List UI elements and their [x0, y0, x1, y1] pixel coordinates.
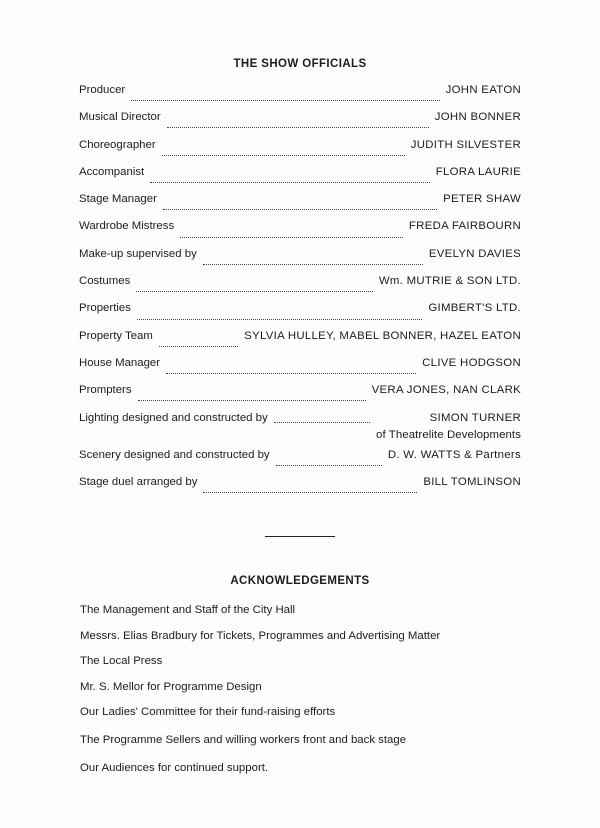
- official-name-block: [244, 330, 521, 342]
- official-name: FREDA FAIRBOURN: [408, 220, 521, 233]
- official-role: Wardrobe Mistress: [79, 220, 175, 233]
- official-name-block: [379, 275, 521, 287]
- official-name-block: [376, 412, 521, 441]
- acknowledgements-heading: ACKNOWLEDGEMENTS: [230, 575, 370, 587]
- official-name: SYLVIA HULLEY, MABEL BONNER, HAZEL EATON: [244, 329, 521, 342]
- official-role: Scenery designed and constructed by: [79, 448, 270, 461]
- official-row: [79, 84, 521, 111]
- dot-leader: [150, 182, 430, 183]
- dot-leader: [163, 209, 437, 210]
- dot-leader: [180, 237, 403, 238]
- official-name: GIMBERT'S LTD.: [428, 302, 521, 315]
- official-name: Wm. MUTRIE & SON LTD.: [378, 275, 521, 288]
- official-name: EVELYN DAVIES: [428, 247, 521, 260]
- dot-leader: [203, 492, 417, 493]
- official-name: BILL TOMLINSON: [423, 475, 521, 488]
- official-role: Accompanist: [79, 165, 145, 178]
- dot-leader: [136, 291, 373, 292]
- dot-leader: [167, 127, 429, 128]
- official-row: [79, 357, 521, 384]
- acknowledgement-item: The Local Press: [80, 655, 163, 668]
- official-row: [79, 248, 521, 275]
- official-row: [79, 275, 521, 302]
- official-name-block: [372, 384, 521, 396]
- official-row: [79, 111, 521, 138]
- official-name: JOHN BONNER: [434, 111, 521, 124]
- acknowledgement-item: Our Audiences for continued support.: [80, 761, 269, 774]
- acknowledgement-item: The Programme Sellers and willing workers front and back stage: [80, 733, 407, 746]
- official-role: Costumes: [79, 275, 131, 288]
- official-name: FLORA LAURIE: [435, 165, 521, 178]
- official-name: SIMON TURNER: [429, 411, 521, 424]
- official-row: [79, 412, 521, 449]
- dot-leader: [137, 319, 422, 320]
- official-role: Choreographer: [79, 138, 156, 151]
- official-row: [79, 330, 521, 357]
- dot-leader: [203, 264, 423, 265]
- officials-list: [79, 84, 521, 503]
- official-name-block: [435, 111, 521, 123]
- official-row: [79, 166, 521, 193]
- official-name: JOHN EATON: [445, 84, 521, 96]
- official-subname: of Theatrelite Developments: [376, 428, 521, 441]
- acknowledgements-list: [80, 598, 440, 781]
- show-officials-heading: THE SHOW OFFICIALS: [233, 58, 367, 70]
- official-role: Prompters: [79, 384, 132, 397]
- official-name-block: [428, 302, 521, 314]
- official-name: VERA JONES, NAN CLARK: [371, 384, 521, 397]
- acknowledgement-item: Our Ladies' Committee for their fund-raising efforts: [80, 706, 336, 719]
- official-role: Lighting designed and constructed by: [79, 411, 268, 424]
- official-role: Property Team: [79, 329, 153, 342]
- official-role: Make-up supervised by: [79, 247, 197, 260]
- dot-leader: [162, 155, 405, 156]
- official-role: Musical Director: [79, 111, 161, 124]
- official-role: Stage duel arranged by: [79, 475, 198, 488]
- acknowledgement-item: Mr. S. Mellor for Programme Design: [80, 680, 262, 693]
- official-name: D. W. WATTS & Partners: [387, 448, 521, 461]
- official-name-block: [409, 220, 521, 232]
- official-name-block: [388, 449, 521, 461]
- official-role: Stage Manager: [79, 193, 157, 206]
- official-name-block: [411, 139, 521, 151]
- section-divider: [265, 536, 335, 537]
- official-name-block: [443, 193, 521, 205]
- official-name-block: [429, 248, 521, 260]
- acknowledgement-item: The Management and Staff of the City Hall: [80, 604, 296, 616]
- official-name-block: [436, 166, 521, 178]
- dot-leader: [138, 400, 366, 401]
- official-row: [79, 302, 521, 329]
- official-name-block: [422, 357, 521, 369]
- official-name-block: [423, 476, 521, 488]
- official-name: CLIVE HODGSON: [422, 356, 521, 369]
- official-row: [79, 476, 521, 503]
- acknowledgement-item: Messrs. Elias Bradbury for Tickets, Programmes and Advertising Matter: [80, 629, 441, 642]
- dot-leader: [274, 422, 370, 423]
- official-name-block: [446, 84, 521, 96]
- dot-leader: [159, 346, 238, 347]
- official-row: [79, 384, 521, 411]
- dot-leader: [131, 100, 439, 101]
- official-name: PETER SHAW: [443, 193, 521, 206]
- official-row: [79, 139, 521, 166]
- official-row: [79, 193, 521, 220]
- dot-leader: [276, 465, 382, 466]
- official-role: House Manager: [79, 356, 161, 369]
- official-role: Producer: [79, 84, 126, 96]
- official-role: Properties: [79, 302, 131, 315]
- official-name: JUDITH SILVESTER: [410, 138, 521, 151]
- official-row: [79, 220, 521, 247]
- dot-leader: [166, 373, 416, 374]
- official-row: [79, 449, 521, 476]
